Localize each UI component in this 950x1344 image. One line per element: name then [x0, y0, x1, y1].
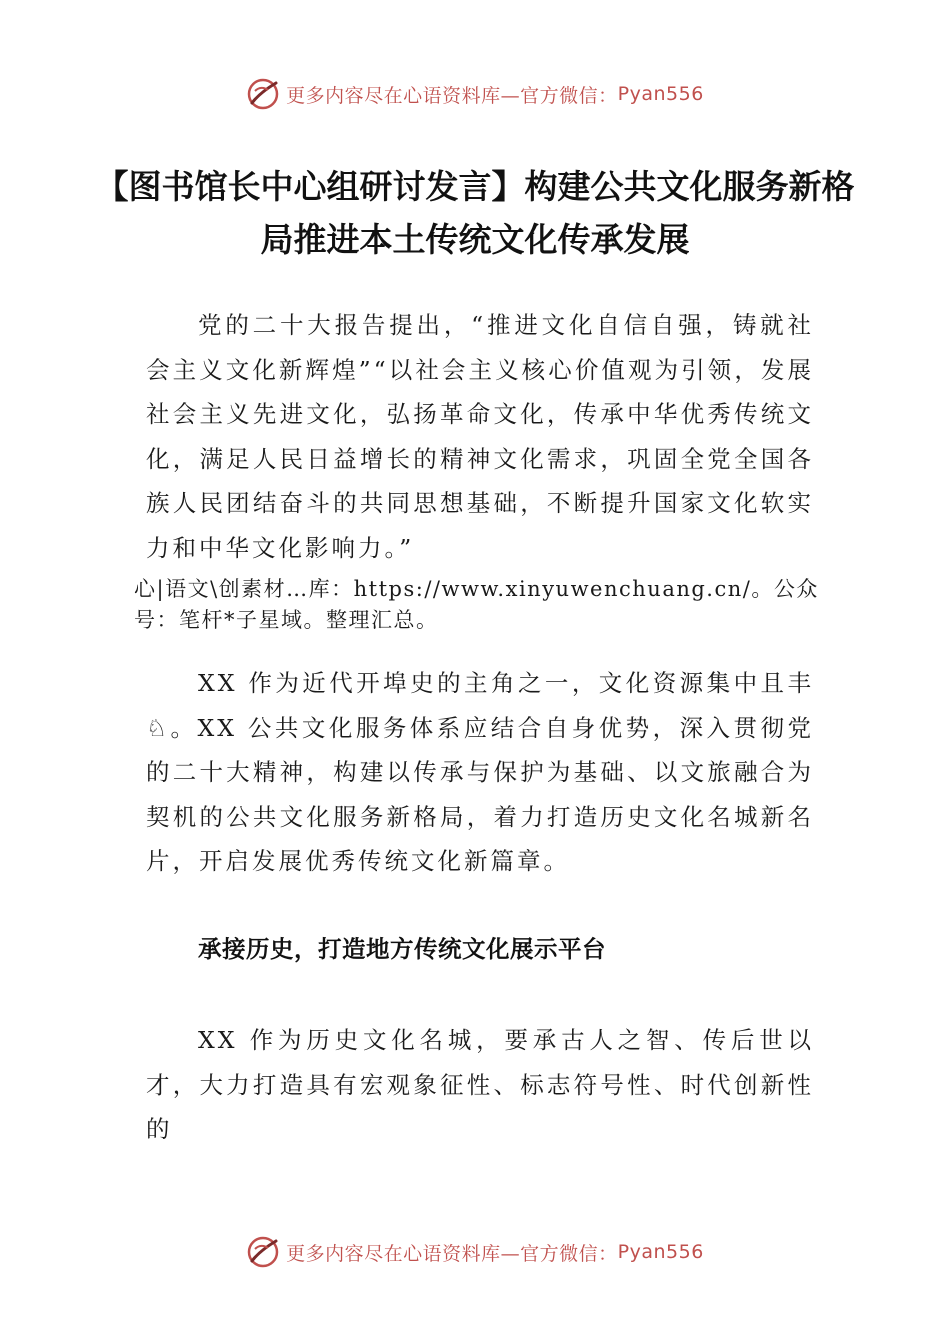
- paragraph-3: XX 作为历史文化名城，要承古人之智、传后世以才，大力打造具有宏观象征性、标志符号性、时代创新性的: [146, 1026, 814, 1143]
- banner-wechat-id: Pyan556: [617, 83, 704, 105]
- section-heading: 承接历史，打造地方传统文化展示平台: [198, 935, 606, 963]
- document-title: 【图书馆长中心组研讨发言】构建公共文化服务新格局推进本土传统文化传承发展: [95, 167, 855, 259]
- header-banner: [0, 74, 950, 114]
- paragraph-1: 党的二十大报告提出，“推进文化自信自强，铸就社会主义文化新辉煌”“以社会主义核心价值观为引领，发展社会主义先进文化，弘扬革命文化，传承中华优秀传统文化，满足人民日益增长的精神文化需求，巩固全党全国各族人民团结奋斗的共同思想基础，不断提升国家文化软实力和中华文化影响力。”: [146, 311, 814, 562]
- source-watermark: 心|语文\创素材…库：https://www.xinyuwenchuang.cn/。公众号：笔杆*子星域。整理汇总。: [134, 577, 819, 632]
- banner-text: 更多内容尽在心语资料库—官方微信：: [286, 84, 618, 107]
- brush-logo-icon: [246, 77, 280, 111]
- banner-wechat-id: Pyan556: [617, 1241, 704, 1263]
- brush-logo-icon: [246, 1235, 280, 1269]
- paragraph-2: XX 作为近代开埠史的主角之一，文化资源集中且丰♘。XX 公共文化服务体系应结合自身优势，深入贯彻党的二十大精神，构建以传承与保护为基础、以文旅融合为契机的公共文化服务新格局，着力打造历史文化名城新名片，开启发展优秀传统文化新篇章。: [146, 669, 814, 875]
- banner-text: 更多内容尽在心语资料库—官方微信：: [286, 1242, 618, 1265]
- footer-banner: [0, 1232, 950, 1272]
